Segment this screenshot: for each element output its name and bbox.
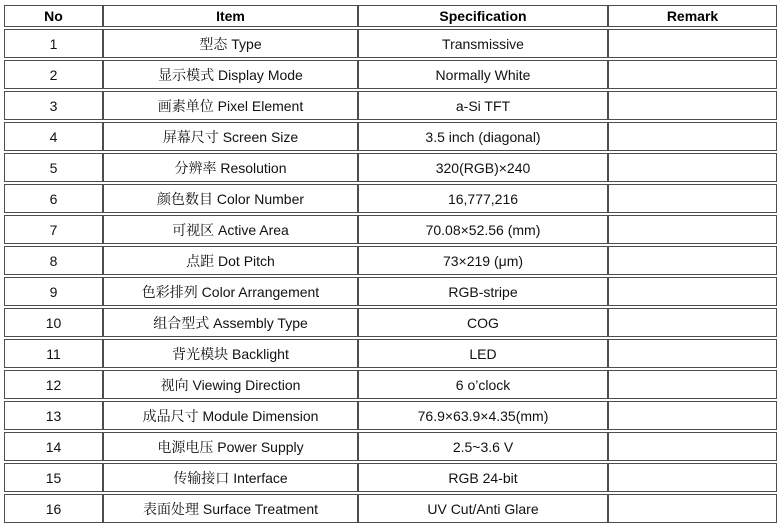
row-spec-cell: RGB-stripe <box>358 277 608 306</box>
row-no-cell: 4 <box>4 122 103 151</box>
table-row <box>4 246 777 275</box>
row-no-cell: 7 <box>4 215 103 244</box>
row-spec-cell: LED <box>358 339 608 368</box>
table-row <box>4 122 777 151</box>
row-remark-cell <box>608 277 777 306</box>
header-no: No <box>4 5 103 27</box>
row-item-cell: 传输接口 Interface <box>103 463 358 492</box>
header-remark: Remark <box>608 5 777 27</box>
table-row <box>4 432 777 461</box>
row-no-cell: 1 <box>4 29 103 58</box>
row-item-cell: 可视区 Active Area <box>103 215 358 244</box>
table-row <box>4 494 777 523</box>
table-row <box>4 308 777 337</box>
row-no-cell: 12 <box>4 370 103 399</box>
row-no-cell: 15 <box>4 463 103 492</box>
row-spec-cell: 320(RGB)×240 <box>358 153 608 182</box>
row-remark-cell <box>608 153 777 182</box>
row-spec-cell: Normally White <box>358 60 608 89</box>
row-item-cell: 视向 Viewing Direction <box>103 370 358 399</box>
row-no-cell: 16 <box>4 494 103 523</box>
row-item-cell: 颜色数目 Color Number <box>103 184 358 213</box>
row-item-cell: 显示模式 Display Mode <box>103 60 358 89</box>
header-item: Item <box>103 5 358 27</box>
row-no-cell: 8 <box>4 246 103 275</box>
row-no-cell: 5 <box>4 153 103 182</box>
row-item-cell: 成品尺寸 Module Dimension <box>103 401 358 430</box>
row-remark-cell <box>608 494 777 523</box>
row-item-cell: 色彩排列 Color Arrangement <box>103 277 358 306</box>
row-no-cell: 6 <box>4 184 103 213</box>
row-remark-cell <box>608 339 777 368</box>
row-item-cell: 背光模块 Backlight <box>103 339 358 368</box>
row-spec-cell: 70.08×52.56 (mm) <box>358 215 608 244</box>
row-remark-cell <box>608 308 777 337</box>
row-remark-cell <box>608 29 777 58</box>
row-item-cell: 画素单位 Pixel Element <box>103 91 358 120</box>
row-no-cell: 11 <box>4 339 103 368</box>
row-item-cell: 点距 Dot Pitch <box>103 246 358 275</box>
table-row <box>4 370 777 399</box>
row-spec-cell: 6 o’clock <box>358 370 608 399</box>
table-row <box>4 463 777 492</box>
row-no-cell: 2 <box>4 60 103 89</box>
row-spec-cell: 3.5 inch (diagonal) <box>358 122 608 151</box>
row-no-cell: 13 <box>4 401 103 430</box>
row-spec-cell: 76.9×63.9×4.35(mm) <box>358 401 608 430</box>
specification-table <box>4 3 777 525</box>
row-no-cell: 14 <box>4 432 103 461</box>
spec-table-body <box>4 29 777 523</box>
row-spec-cell: COG <box>358 308 608 337</box>
row-remark-cell <box>608 91 777 120</box>
row-spec-cell: RGB 24-bit <box>358 463 608 492</box>
table-row <box>4 401 777 430</box>
row-remark-cell <box>608 246 777 275</box>
row-spec-cell: 73×219 (μm) <box>358 246 608 275</box>
row-no-cell: 9 <box>4 277 103 306</box>
row-remark-cell <box>608 432 777 461</box>
row-item-cell: 组合型式 Assembly Type <box>103 308 358 337</box>
row-no-cell: 3 <box>4 91 103 120</box>
row-remark-cell <box>608 215 777 244</box>
row-no-cell: 10 <box>4 308 103 337</box>
row-remark-cell <box>608 463 777 492</box>
table-row <box>4 215 777 244</box>
row-item-cell: 电源电压 Power Supply <box>103 432 358 461</box>
table-row <box>4 339 777 368</box>
row-spec-cell: UV Cut/Anti Glare <box>358 494 608 523</box>
row-remark-cell <box>608 370 777 399</box>
row-remark-cell <box>608 60 777 89</box>
table-header <box>4 5 777 27</box>
header-spec: Specification <box>358 5 608 27</box>
table-row <box>4 277 777 306</box>
row-spec-cell: 16,777,216 <box>358 184 608 213</box>
row-spec-cell: a-Si TFT <box>358 91 608 120</box>
row-item-cell: 表面处理 Surface Treatment <box>103 494 358 523</box>
table-row <box>4 153 777 182</box>
header-row <box>4 5 777 27</box>
row-spec-cell: Transmissive <box>358 29 608 58</box>
table-row <box>4 91 777 120</box>
table-row <box>4 184 777 213</box>
table-row <box>4 29 777 58</box>
table-row <box>4 60 777 89</box>
row-spec-cell: 2.5~3.6 V <box>358 432 608 461</box>
row-item-cell: 屏幕尺寸 Screen Size <box>103 122 358 151</box>
row-item-cell: 分辨率 Resolution <box>103 153 358 182</box>
row-item-cell: 型态 Type <box>103 29 358 58</box>
row-remark-cell <box>608 401 777 430</box>
row-remark-cell <box>608 184 777 213</box>
row-remark-cell <box>608 122 777 151</box>
